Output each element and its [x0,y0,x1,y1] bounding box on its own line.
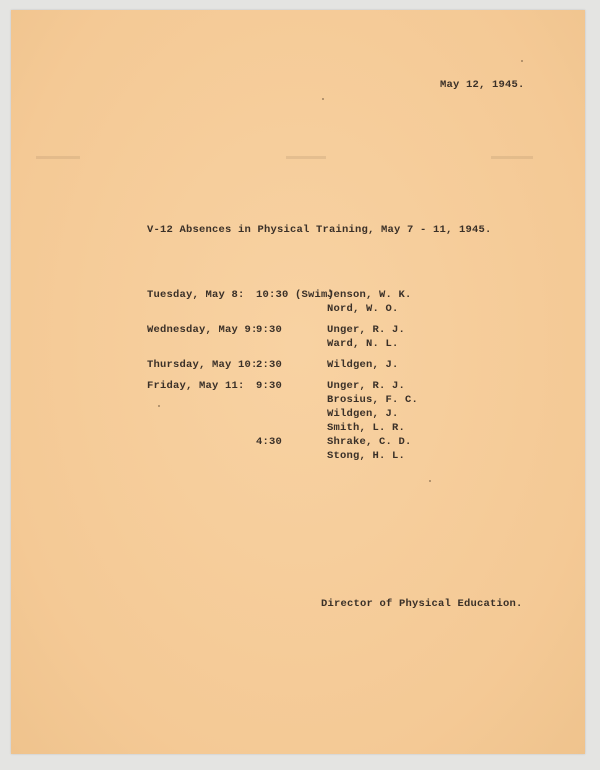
entry-day: Tuesday, May 8: [147,289,245,301]
paper-speck [158,405,160,407]
entry-name: Smith, L. R. [327,422,406,434]
entry-time: 9:30 [256,324,283,336]
entry-name: Unger, R. J. [327,380,406,392]
signature-line: Director of Physical Education. [321,598,523,610]
entry-name: Ward, N. L. [327,338,399,350]
entry-name: Jenson, W. K. [327,289,412,301]
document-page [11,10,585,754]
document-date: May 12, 1945. [440,79,525,91]
entry-name: Stong, H. L. [327,450,406,462]
bleed-through-mark [286,156,326,159]
entry-day: Thursday, May 10: [147,359,258,371]
document-title: V-12 Absences in Physical Training, May 7 - 11, 1945. [147,224,492,236]
entry-name: Wildgen, J. [327,408,399,420]
entry-day: Wednesday, May 9: [147,324,258,336]
paper-speck [429,480,431,482]
entry-day: Friday, May 11: [147,380,245,392]
entry-name: Wildgen, J. [327,359,399,371]
entry-time: 9:30 [256,380,283,392]
bleed-through-mark [36,156,80,159]
entry-name: Brosius, F. C. [327,394,419,406]
entry-time: 2:30 [256,359,283,371]
paper-speck [322,98,324,100]
entry-name: Shrake, C. D. [327,436,412,448]
entry-name: Nord, W. O. [327,303,399,315]
paper-speck [521,60,523,62]
bleed-through-mark [491,156,533,159]
entry-name: Unger, R. J. [327,324,406,336]
entry-time: 4:30 [256,436,283,448]
entry-time: 10:30 (Swim) [256,289,335,301]
